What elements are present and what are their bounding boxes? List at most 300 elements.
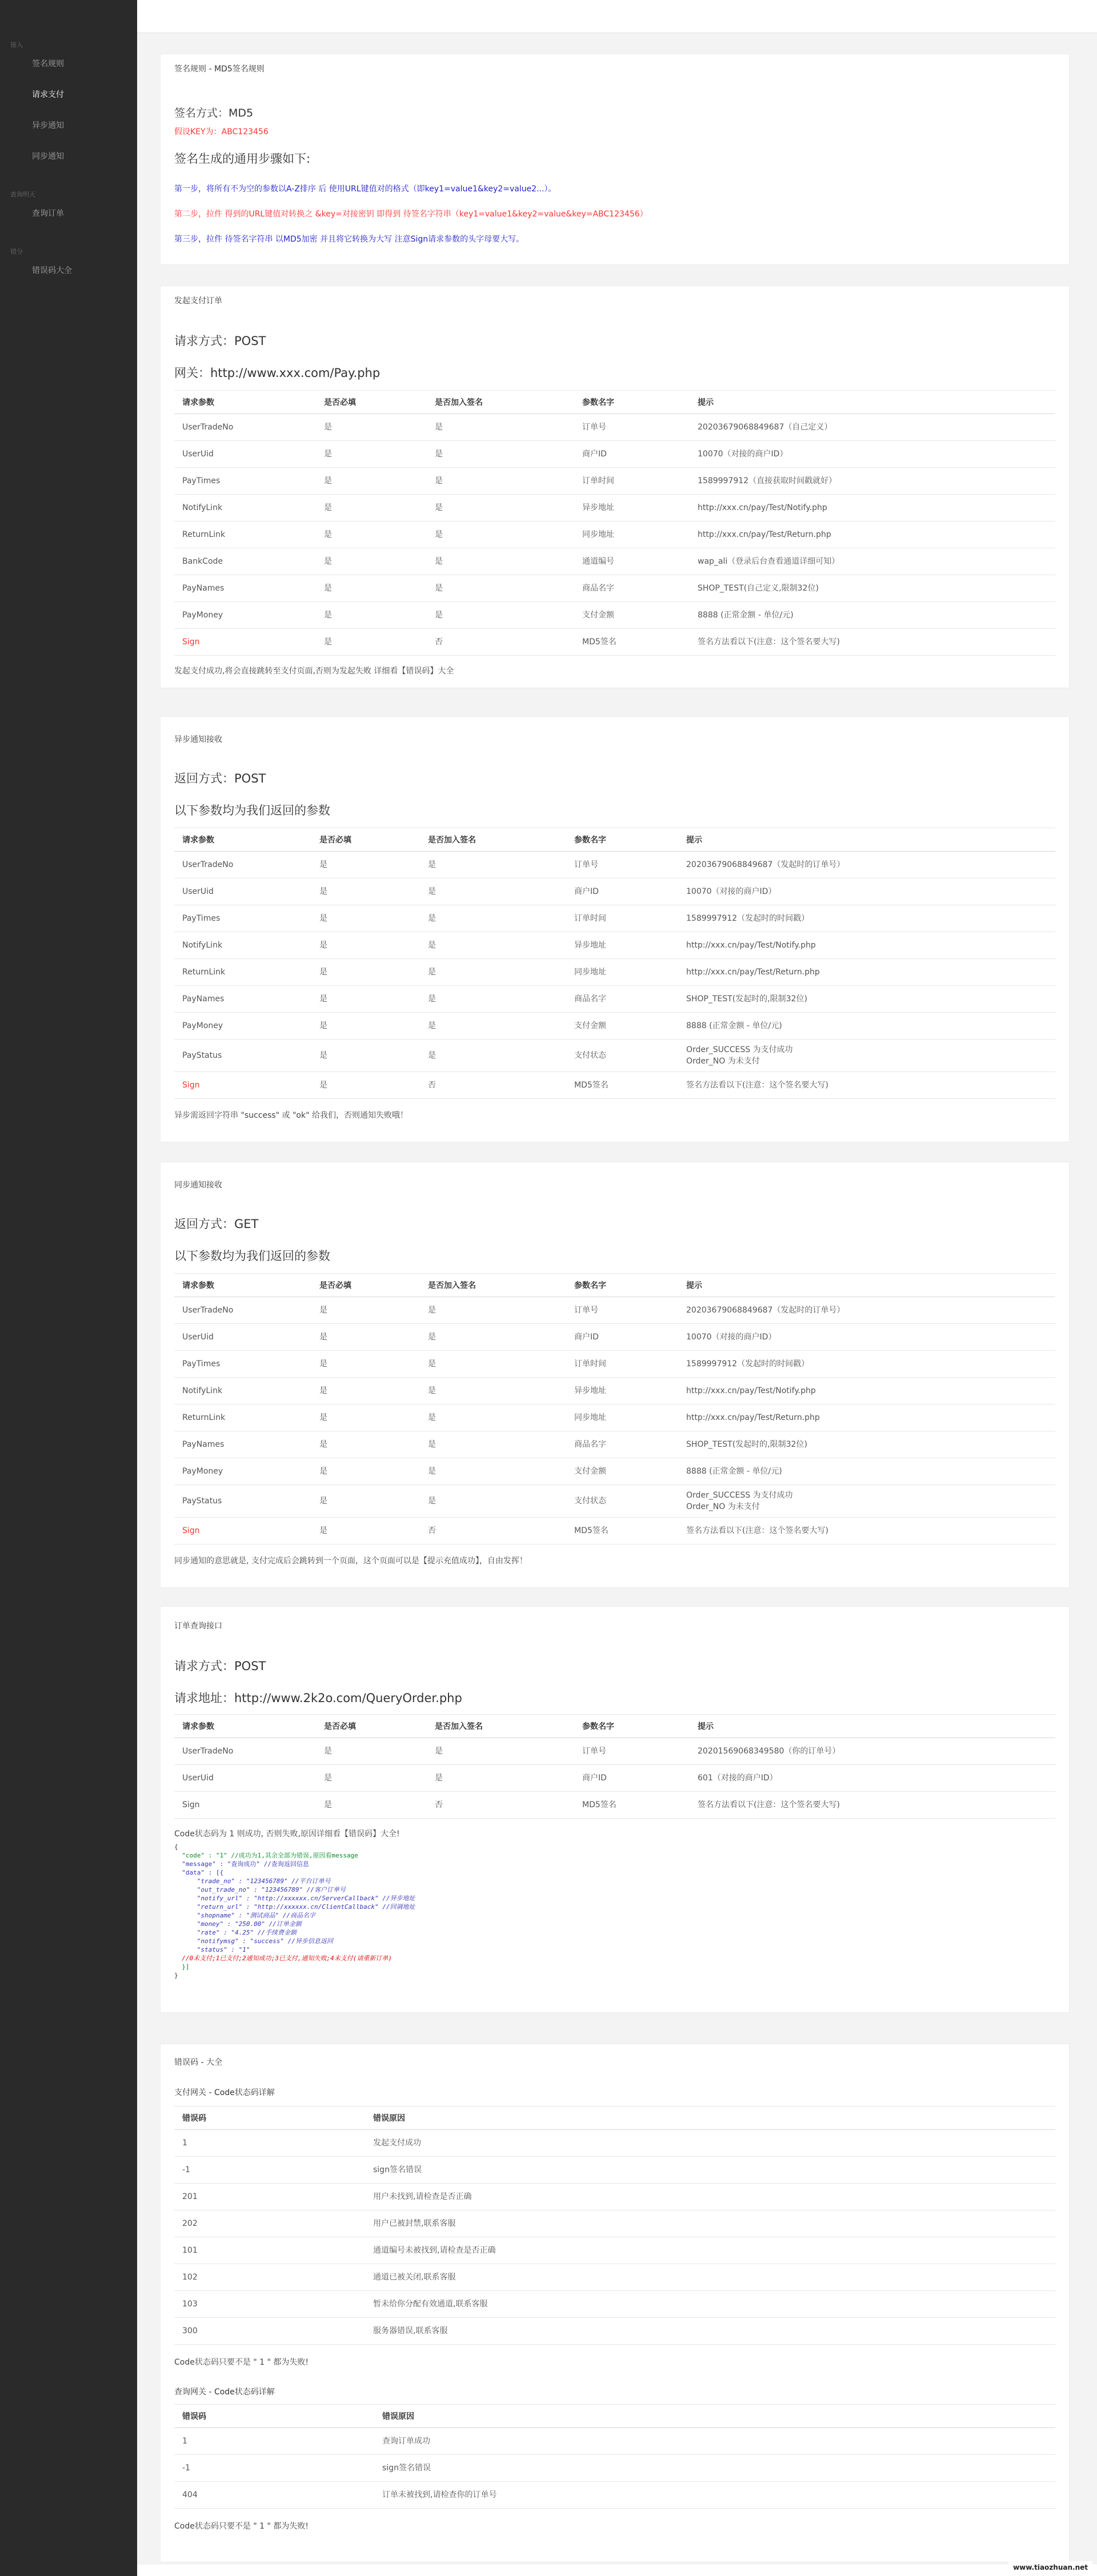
table-row [174,1792,1055,1819]
table-cell: Sign [174,1792,316,1819]
table-cell: 是 [427,1765,574,1792]
table-cell: UserUid [174,1765,316,1792]
table-cell: 支付状态 [566,1040,678,1072]
table-cell: PayTimes [174,468,316,495]
table-cell: 查询订单成功 [374,2428,1055,2455]
table-cell: 是 [311,1324,420,1351]
table-cell: 支付金额 [566,1458,678,1485]
table-cell: 支付状态 [566,1485,678,1518]
column-header: 是否加入签名 [427,1715,574,1738]
table-cell: 是 [316,414,427,441]
column-header: 参数名字 [566,828,678,852]
table-cell: NotifyLink [174,495,316,521]
table-cell: 1589997912（发起时的时间戳） [678,905,1055,932]
sign-rules-card [160,54,1070,265]
sidebar-item[interactable]: 请求支付 [32,90,64,99]
sidebar-item[interactable]: 签名规则 [32,59,64,69]
column-header: 错误原因 [374,2405,1055,2428]
watermark-logo: www.tiaozhuan.net [1008,2561,1092,2574]
column-header: 参数名字 [566,1274,678,1297]
table-cell: 是 [427,602,574,629]
table-row [174,1378,1055,1405]
table-row [174,1765,1055,1792]
table-row [174,1518,1055,1544]
code-note: Code状态码为 1 则成功, 否则失败,原因详细看【错误码】大全! [174,1829,400,1839]
table-cell: 是 [311,986,420,1013]
sidebar-group-label: 查询明天 [10,191,35,198]
table-cell: UserUid [174,441,316,468]
code-line: "status" : "1" [174,1946,250,1953]
table-cell: 商户ID [566,1324,678,1351]
table-cell: 是 [311,1351,420,1378]
code-line: "return_url" : "http://xxxxxx.cn/ClientCallback" //回调地址 [174,1903,415,1911]
table-cell: UserUid [174,878,311,905]
table-cell: 是 [420,1324,566,1351]
table-cell: 是 [316,468,427,495]
column-header: 参数名字 [574,391,690,414]
table-row [174,521,1055,548]
table-cell: 101 [174,2237,365,2264]
table-row [174,1485,1055,1518]
table-cell: http://xxx.cn/pay/Test/Return.php [690,521,1055,548]
table-cell: 是 [420,905,566,932]
column-header: 参数名字 [574,1715,690,1738]
table-cell: 商户ID [574,441,690,468]
async-notify-card [160,716,1070,1142]
code-line: "notify_url" : "http://xxxxxx.cn/ServerCallback" //异步地址 [174,1895,415,1902]
table-cell: 300 [174,2318,365,2345]
table-cell: wap_ali（登录后台查看通道详细可知） [690,548,1055,575]
table-cell: 支付金额 [566,1013,678,1040]
column-header: 提示 [690,391,1055,414]
async-note: 异步需返回字符串 "success" 或 "ok" 给我们，否则通知失败哦！ [174,1111,408,1120]
table-cell: 1589997912（直接获取时间戳就好） [690,468,1055,495]
table-cell: 是 [316,1792,427,1819]
table-cell: 601（对接的商户ID） [690,1765,1055,1792]
code-line: "notifymsg" : "success" //异步信息返回 [174,1937,333,1945]
code-line: "shopname" : "测试商品" //商品名字 [174,1912,315,1919]
table-cell: PayNames [174,575,316,602]
table-row [174,2130,1055,2157]
table-cell: PayMoney [174,1013,311,1040]
sidebar-item[interactable]: 查询订单 [32,209,64,218]
table-cell: 是 [427,575,574,602]
column-header: 是否加入签名 [427,391,574,414]
table-cell: 是 [420,1040,566,1072]
table-cell: UserTradeNo [174,414,316,441]
async-params-table [174,828,1055,1099]
column-header: 是否必填 [316,1715,427,1738]
table-cell: MD5签名 [574,629,690,656]
table-cell: Sign [174,1072,311,1099]
table-cell: 暂未给你分配有效通道,联系客服 [365,2291,1055,2318]
pay-error-note: Code状态码只要不是 " 1 " 都为失败! [174,2358,309,2367]
request-method: 请求方式：POST [174,1659,266,1673]
table-cell: 是 [427,1738,574,1765]
table-header-row [174,1715,1055,1738]
params-subtitle: 以下参数均为我们返回的参数 [174,1249,330,1263]
sidebar-item[interactable]: 同步通知 [32,152,64,161]
step-2: 第二步，拉件 得到的URL键值对转换之 &key=对接密钥 即得到 待签名字符串（key1=value1&key2=value&key=ABC123456） [174,210,648,219]
table-cell: 商品名字 [566,1431,678,1458]
table-cell: 异步地址 [566,1378,678,1405]
table-row [174,2237,1055,2264]
table-cell: 是 [311,1431,420,1458]
column-header: 是否必填 [311,828,420,852]
table-row [174,1431,1055,1458]
table-cell: 是 [316,602,427,629]
column-header: 是否加入签名 [420,828,566,852]
table-cell: 是 [420,986,566,1013]
table-row [174,932,1055,959]
table-cell: 是 [316,548,427,575]
table-cell: 订单号 [574,414,690,441]
table-row [174,905,1055,932]
bottom-strip [137,2565,1097,2576]
gateway-url: 网关：http://www.xxx.com/Pay.php [174,366,381,380]
table-cell: 通道编号未被找到,请检查是否正确 [365,2237,1055,2264]
response-example-code [174,1843,1055,1980]
column-header: 请求参数 [174,828,311,852]
table-cell: 签名方法看以下(注意：这个签名要大写) [690,629,1055,656]
table-row [174,1458,1055,1485]
table-cell: 是 [316,495,427,521]
table-cell: 是 [311,959,420,986]
table-cell: 订单时间 [566,905,678,932]
table-header-row [174,2106,1055,2130]
sign-method: 签名方式：MD5 [174,107,254,119]
table-cell: 是 [311,1297,420,1324]
table-cell: Order_SUCCESS 为支付成功 Order_NO 为未支付 [678,1485,1055,1518]
table-cell: 通道已被关闭,联系客服 [365,2264,1055,2291]
column-header: 错误原因 [365,2106,1055,2130]
code-line: "rate" : "4.25" //手续费金额 [174,1929,297,1936]
table-cell: MD5签名 [566,1518,678,1544]
table-cell: MD5签名 [574,1792,690,1819]
table-cell: PayStatus [174,1485,311,1518]
code-line: }] [174,1963,190,1971]
table-cell: 是 [311,1485,420,1518]
table-cell: 商户ID [574,1765,690,1792]
table-cell: http://xxx.cn/pay/Test/Return.php [678,1405,1055,1431]
table-cell: 是 [427,548,574,575]
query-error-table [174,2404,1055,2509]
table-cell: 同步地址 [574,521,690,548]
table-row [174,2291,1055,2318]
table-header-row [174,391,1055,414]
table-cell: 商户ID [566,878,678,905]
table-cell: 10070（对接的商户ID） [690,441,1055,468]
table-row [174,1072,1055,1099]
table-cell: 是 [311,852,420,878]
table-cell: http://xxx.cn/pay/Test/Notify.php [690,495,1055,521]
table-cell: PayNames [174,1431,311,1458]
table-cell: Sign [174,629,316,656]
sync-note: 同步通知的意思就是, 支付完成后会跳转到一个页面，这个页面可以是【提示充值成功】，自由发挥！ [174,1556,527,1566]
table-cell: 10070（对接的商户ID） [678,878,1055,905]
pay-error-table [174,2106,1055,2345]
table-cell: 支付金额 [574,602,690,629]
table-cell: 是 [420,1013,566,1040]
table-cell: 是 [420,932,566,959]
table-cell: PayStatus [174,1040,311,1072]
table-cell: 是 [311,1405,420,1431]
request-method: 请求方式：POST [174,334,266,348]
table-cell: 是 [316,521,427,548]
table-cell: SHOP_TEST(发起时的,限制32位) [678,1431,1055,1458]
table-header-row [174,828,1055,852]
table-cell: 订单号 [566,1297,678,1324]
table-cell: 202 [174,2210,365,2237]
table-cell: 订单号 [574,1738,690,1765]
column-header: 是否必填 [311,1274,420,1297]
code-line: } [174,1972,178,1979]
code-line: //0未支付;1已支付;2通知成功;3已支付,通知失败;4未支付(请重新订单) [174,1955,392,1962]
table-cell: 是 [427,495,574,521]
table-cell: 是 [311,1458,420,1485]
table-cell: 是 [420,959,566,986]
table-row [174,1738,1055,1765]
table-row [174,548,1055,575]
column-header: 错误码 [174,2106,365,2130]
table-cell: 是 [311,1040,420,1072]
table-cell: PayTimes [174,905,311,932]
code-line: "data" : [{ [174,1869,224,1876]
table-cell: 是 [420,1485,566,1518]
sidebar-item[interactable]: 异步通知 [32,121,64,130]
table-cell: 20203679068849687（自己定义） [690,414,1055,441]
table-cell: 商品名字 [566,986,678,1013]
table-cell: 是 [316,1765,427,1792]
code-line: "message" : "查询成功" //查询返回信息 [174,1860,309,1868]
table-cell: 订单号 [566,852,678,878]
table-row [174,959,1055,986]
table-cell: 是 [316,575,427,602]
card-title: 订单查询接口 [174,1622,222,1631]
step-3: 第三步，拉件 待签名字符串 以MD5加密 并且将它转换为大写 注意Sign请求参数的头字母要大写。 [174,235,525,244]
table-cell: 20203679068849687（发起时的订单号） [678,852,1055,878]
table-cell: 是 [420,1458,566,1485]
table-cell: 8888 (正常金额 - 单位/元) [678,1458,1055,1485]
table-row [174,2210,1055,2237]
table-cell: 是 [420,878,566,905]
card-title: 发起支付订单 [174,296,222,306]
table-cell: 是 [427,414,574,441]
table-cell: ReturnLink [174,1405,311,1431]
column-header: 是否必填 [316,391,427,414]
card-title: 同步通知接收 [174,1181,222,1190]
table-row [174,629,1055,656]
table-cell: 商品名字 [574,575,690,602]
table-cell: 签名方法看以下(注意：这个签名要大写) [678,1518,1055,1544]
table-cell: 20203679068849687（发起时的订单号） [678,1297,1055,1324]
table-cell: 是 [427,521,574,548]
table-row [174,1324,1055,1351]
table-cell: 是 [427,468,574,495]
sidebar [0,0,137,2576]
pay-gateway-codes-title: 支付网关 - Code状态码详解 [174,2088,275,2097]
table-cell: 是 [316,1738,427,1765]
table-cell: 否 [420,1518,566,1544]
table-cell: Sign [174,1518,311,1544]
table-row [174,2184,1055,2210]
table-cell: UserUid [174,1324,311,1351]
table-row [174,468,1055,495]
table-cell: 异步地址 [574,495,690,521]
query-gateway-codes-title: 查询网关 - Code状态码详解 [174,2388,275,2397]
table-cell: 是 [316,629,427,656]
table-cell: UserTradeNo [174,1738,316,1765]
return-method: 返回方式：GET [174,1217,259,1231]
table-row [174,1013,1055,1040]
table-cell: 是 [311,1072,420,1099]
table-row [174,495,1055,521]
step-1: 第一步，将所有不为空的参数以A-Z排序 后 使用URL键值对的格式（即key1=value1&key2=value2...）。 [174,184,556,194]
table-cell: -1 [174,2455,374,2482]
table-cell: 1 [174,2130,365,2157]
table-cell: 是 [420,1297,566,1324]
table-cell: 是 [311,878,420,905]
column-header: 请求参数 [174,1274,311,1297]
column-header: 错误码 [174,2405,374,2428]
query-url: 请求地址：http://www.2k2o.com/QueryOrder.php [174,1691,462,1705]
code-line: "money" : "250.00" //订单金额 [174,1920,302,1928]
table-cell: 否 [420,1072,566,1099]
table-cell: 订单时间 [566,1351,678,1378]
table-row [174,2318,1055,2345]
table-cell: 1589997912（发起时的时间戳） [678,1351,1055,1378]
table-cell: 签名方法看以下(注意：这个签名要大写) [690,1792,1055,1819]
table-cell: BankCode [174,548,316,575]
table-row [174,2482,1055,2509]
table-cell: NotifyLink [174,1378,311,1405]
column-header: 提示 [678,1274,1055,1297]
table-cell: UserTradeNo [174,1297,311,1324]
table-cell: 是 [311,1378,420,1405]
table-cell: 是 [427,441,574,468]
table-cell: 用户已被封禁,联系客服 [365,2210,1055,2237]
sidebar-item[interactable]: 错误码大全 [32,266,72,275]
column-header: 提示 [690,1715,1055,1738]
table-cell: PayNames [174,986,311,1013]
table-cell: ReturnLink [174,521,316,548]
table-row [174,852,1055,878]
table-cell: 404 [174,2482,374,2509]
table-header-row [174,1274,1055,1297]
table-cell: 签名方法看以下(注意：这个签名要大写) [678,1072,1055,1099]
table-cell: http://xxx.cn/pay/Test/Notify.php [678,932,1055,959]
table-cell: sign签名错误 [374,2455,1055,2482]
pay-note: 发起支付成功,将会直接跳转至支付页面,否则为发起失败 详细看【错误码】大全 [174,667,454,676]
table-row [174,441,1055,468]
column-header: 请求参数 [174,391,316,414]
table-cell: 201 [174,2184,365,2210]
table-row [174,1040,1055,1072]
code-line: "out_trade_no" : "123456789" //客户订单号 [174,1886,346,1893]
table-cell: 同步地址 [566,959,678,986]
sidebar-group-label: 接入 [10,41,23,49]
error-codes-card [160,2044,1070,2562]
table-cell: 是 [420,1405,566,1431]
table-cell: 20201569068349580（你的订单号） [690,1738,1055,1765]
table-cell: 用户未找到,请检查是否正确 [365,2184,1055,2210]
query-error-note: Code状态码只要不是 " 1 " 都为失败! [174,2522,309,2531]
table-row [174,2157,1055,2184]
card-title: 签名规则 - MD5签名规则 [174,65,265,74]
table-row [174,878,1055,905]
table-cell: 是 [420,1378,566,1405]
table-cell: 是 [420,852,566,878]
sidebar-group-label: 错分 [10,248,23,255]
code-line: { [174,1843,178,1851]
table-row [174,986,1055,1013]
table-cell: 10070（对接的商户ID） [678,1324,1055,1351]
table-header-row [174,2405,1055,2428]
table-cell: 否 [427,629,574,656]
key-example: 假设KEY为：ABC123456 [174,127,269,137]
table-cell: PayTimes [174,1351,311,1378]
table-cell: 是 [311,905,420,932]
table-row [174,414,1055,441]
table-cell: 订单时间 [574,468,690,495]
table-cell: 订单未被找到,请检查你的订单号 [374,2482,1055,2509]
table-row [174,2455,1055,2482]
table-cell: MD5签名 [566,1072,678,1099]
table-cell: -1 [174,2157,365,2184]
column-header: 是否加入签名 [420,1274,566,1297]
table-cell: 是 [311,1013,420,1040]
table-cell: http://xxx.cn/pay/Test/Notify.php [678,1378,1055,1405]
table-cell: sign签名错误 [365,2157,1055,2184]
pay-card [160,286,1070,688]
table-cell: 8888 (正常金额 - 单位/元) [678,1013,1055,1040]
table-cell: 同步地址 [566,1405,678,1431]
table-cell: http://xxx.cn/pay/Test/Return.php [678,959,1055,986]
sync-notify-card [160,1162,1070,1588]
table-cell: 发起支付成功 [365,2130,1055,2157]
table-cell: PayMoney [174,1458,311,1485]
card-title: 异步通知接收 [174,735,222,744]
table-cell: 通道编号 [574,548,690,575]
table-row [174,1405,1055,1431]
table-cell: 是 [316,441,427,468]
table-cell: SHOP_TEST(自己定义,限制32位) [690,575,1055,602]
table-row [174,575,1055,602]
return-method: 返回方式：POST [174,772,266,785]
table-cell: Order_SUCCESS 为支付成功 Order_NO 为未支付 [678,1040,1055,1072]
code-line: "trade_no" : "123456789" //平台订单号 [174,1877,331,1885]
code-line: "code" : "1" //成功为1,其余全部为错误,原因看message [174,1852,358,1859]
pay-params-table [174,390,1055,656]
params-subtitle: 以下参数均为我们返回的参数 [174,804,330,817]
table-cell: NotifyLink [174,932,311,959]
query-card [160,1606,1070,2013]
table-cell: SHOP_TEST(发起时的,限制32位) [678,986,1055,1013]
table-row [174,2428,1055,2455]
table-cell: 是 [420,1431,566,1458]
table-cell: UserTradeNo [174,852,311,878]
table-cell: 异步地址 [566,932,678,959]
table-cell: 服务器错误,联系客服 [365,2318,1055,2345]
table-cell: 否 [427,1792,574,1819]
steps-title: 签名生成的通用步骤如下: [174,152,311,166]
table-cell: PayMoney [174,602,316,629]
table-row [174,1351,1055,1378]
column-header: 提示 [678,828,1055,852]
column-header: 请求参数 [174,1715,316,1738]
table-cell: 是 [311,1518,420,1544]
table-cell: 是 [311,932,420,959]
